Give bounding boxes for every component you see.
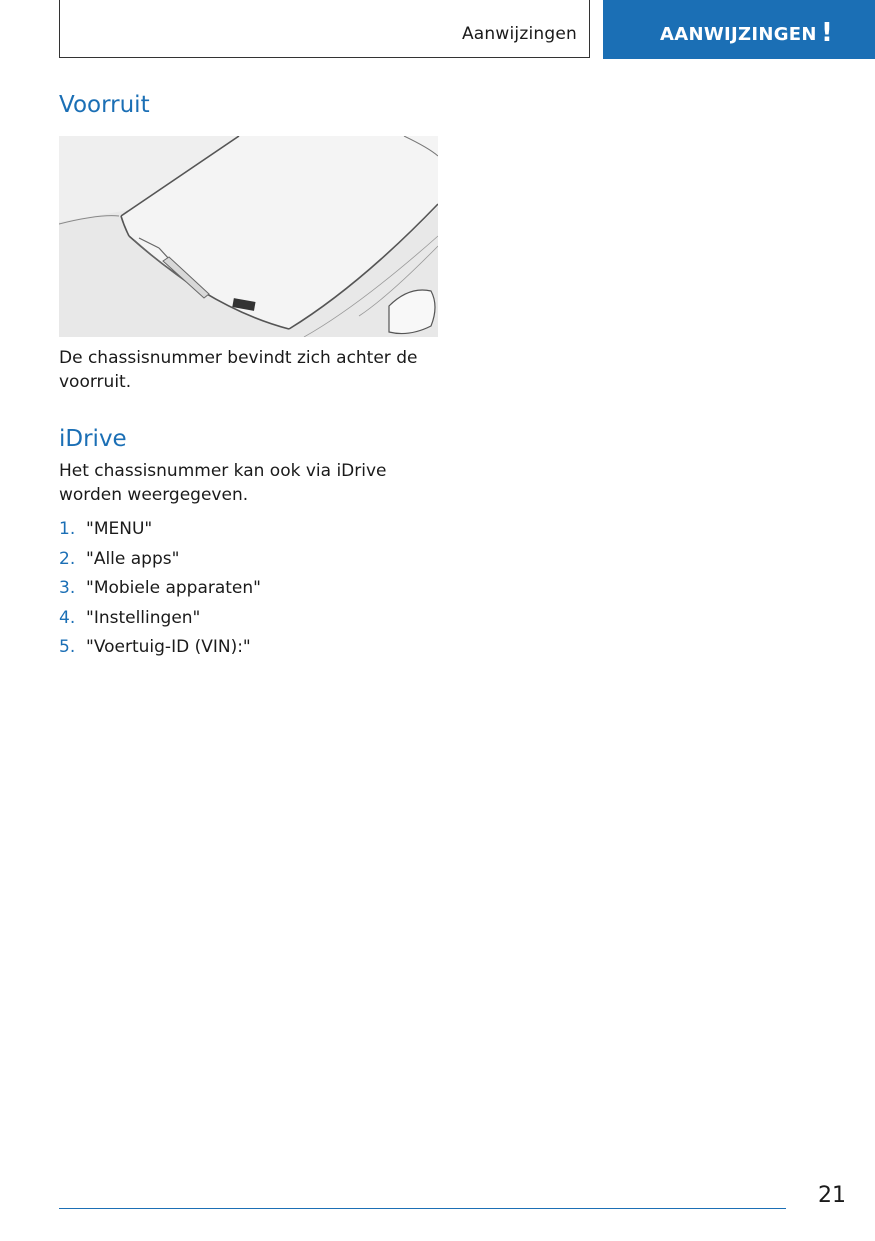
exclamation-icon: ! (821, 18, 833, 48)
list-item (59, 635, 439, 665)
running-title: Aanwijzingen (461, 24, 577, 44)
section-tab (603, 0, 875, 59)
step-text: "Alle apps" (86, 548, 180, 569)
running-header (59, 0, 590, 58)
heading-idrive: iDrive (59, 426, 127, 452)
list-item (59, 576, 439, 606)
list-item (59, 606, 439, 636)
step-text: "Voertuig-ID (VIN):" (86, 637, 251, 657)
idrive-intro: Het chassisnummer kan ook via iDrive worden weergegeven. (59, 461, 387, 505)
list-item (59, 517, 439, 547)
windshield-illustration (59, 136, 438, 337)
idrive-steps (59, 517, 439, 665)
section-tab-label: AANWIJZINGEN (660, 24, 817, 45)
step-number: 3. (59, 578, 76, 598)
voorruit-caption: De chassisnummer bevindt zich achter de voorruit. (59, 348, 418, 392)
step-number: 2. (59, 548, 76, 569)
step-text: "MENU" (86, 519, 153, 539)
page-number: 21 (818, 1183, 846, 1208)
step-text: "Mobiele apparaten" (86, 578, 261, 598)
heading-voorruit: Voorruit (59, 92, 150, 118)
step-number: 4. (59, 607, 76, 628)
list-item (59, 547, 439, 577)
step-number: 5. (59, 637, 76, 657)
step-text: "Instellingen" (86, 607, 201, 628)
step-number: 1. (59, 519, 76, 539)
footer-rule (59, 1208, 786, 1209)
